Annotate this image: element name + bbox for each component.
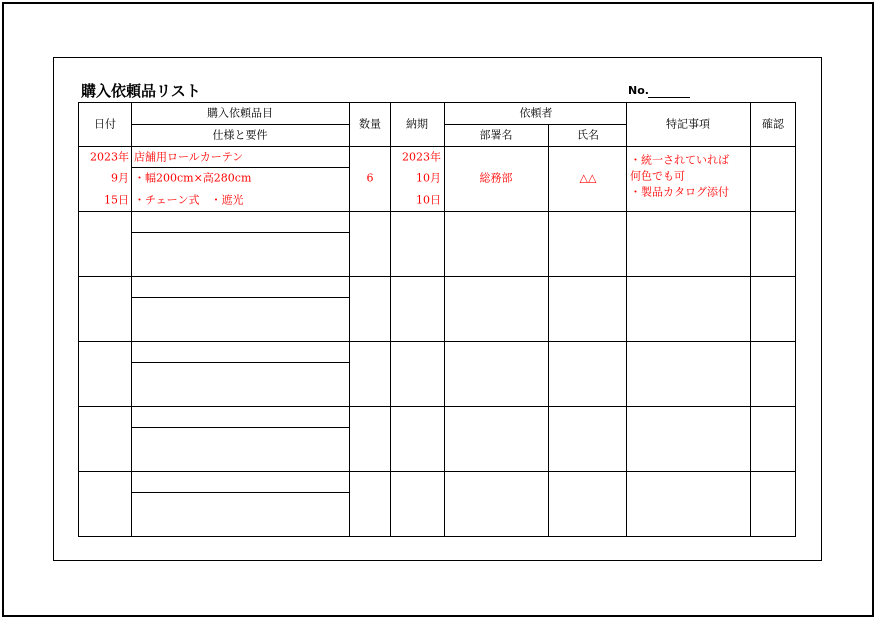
row1-spec-line2: ・チェーン式 ・遮光 xyxy=(134,193,244,207)
row1-due-month: 10月 xyxy=(416,171,441,185)
row1-department: 総務部 xyxy=(479,171,513,185)
row1-due-year: 2023年 xyxy=(402,150,441,164)
header-spec: 仕様と要件 xyxy=(212,128,268,142)
empty-row[interactable] xyxy=(79,407,795,471)
row1-due-day: 10日 xyxy=(416,193,441,207)
form-title: 購入依頼品リスト xyxy=(81,82,201,100)
row1-date-year: 2023年 xyxy=(90,150,129,164)
row1-date-month: 9月 xyxy=(111,171,129,185)
header-quantity: 数量 xyxy=(359,117,381,131)
row1-quantity: 6 xyxy=(366,171,374,185)
number-label: No. xyxy=(628,84,649,97)
header-confirm: 確認 xyxy=(762,117,784,131)
row1-notes-line1: ・統一されていれば xyxy=(630,153,729,167)
row1-notes-line2: 何色でも可 xyxy=(630,169,685,183)
row1-name: △△ xyxy=(579,171,597,185)
header-due: 納期 xyxy=(406,117,428,131)
empty-row[interactable] xyxy=(79,472,795,536)
row1-item: 店舗用ロールカーテン xyxy=(134,150,244,164)
header-date: 日付 xyxy=(94,117,116,131)
empty-row[interactable] xyxy=(79,212,795,276)
row1-notes-line3: ・製品カタログ添付 xyxy=(630,185,729,199)
header-item-name: 購入依頼品目 xyxy=(207,106,273,120)
row1-spec-line1: ・幅200cm×高280cm xyxy=(134,171,252,185)
header-notes: 特記事項 xyxy=(666,117,710,131)
row1-date-day: 15日 xyxy=(104,193,129,207)
empty-row[interactable] xyxy=(79,342,795,406)
empty-row[interactable] xyxy=(79,277,795,341)
header-department: 部署名 xyxy=(479,128,513,142)
header-name: 氏名 xyxy=(577,128,599,142)
header-requester: 依頼者 xyxy=(519,106,553,120)
